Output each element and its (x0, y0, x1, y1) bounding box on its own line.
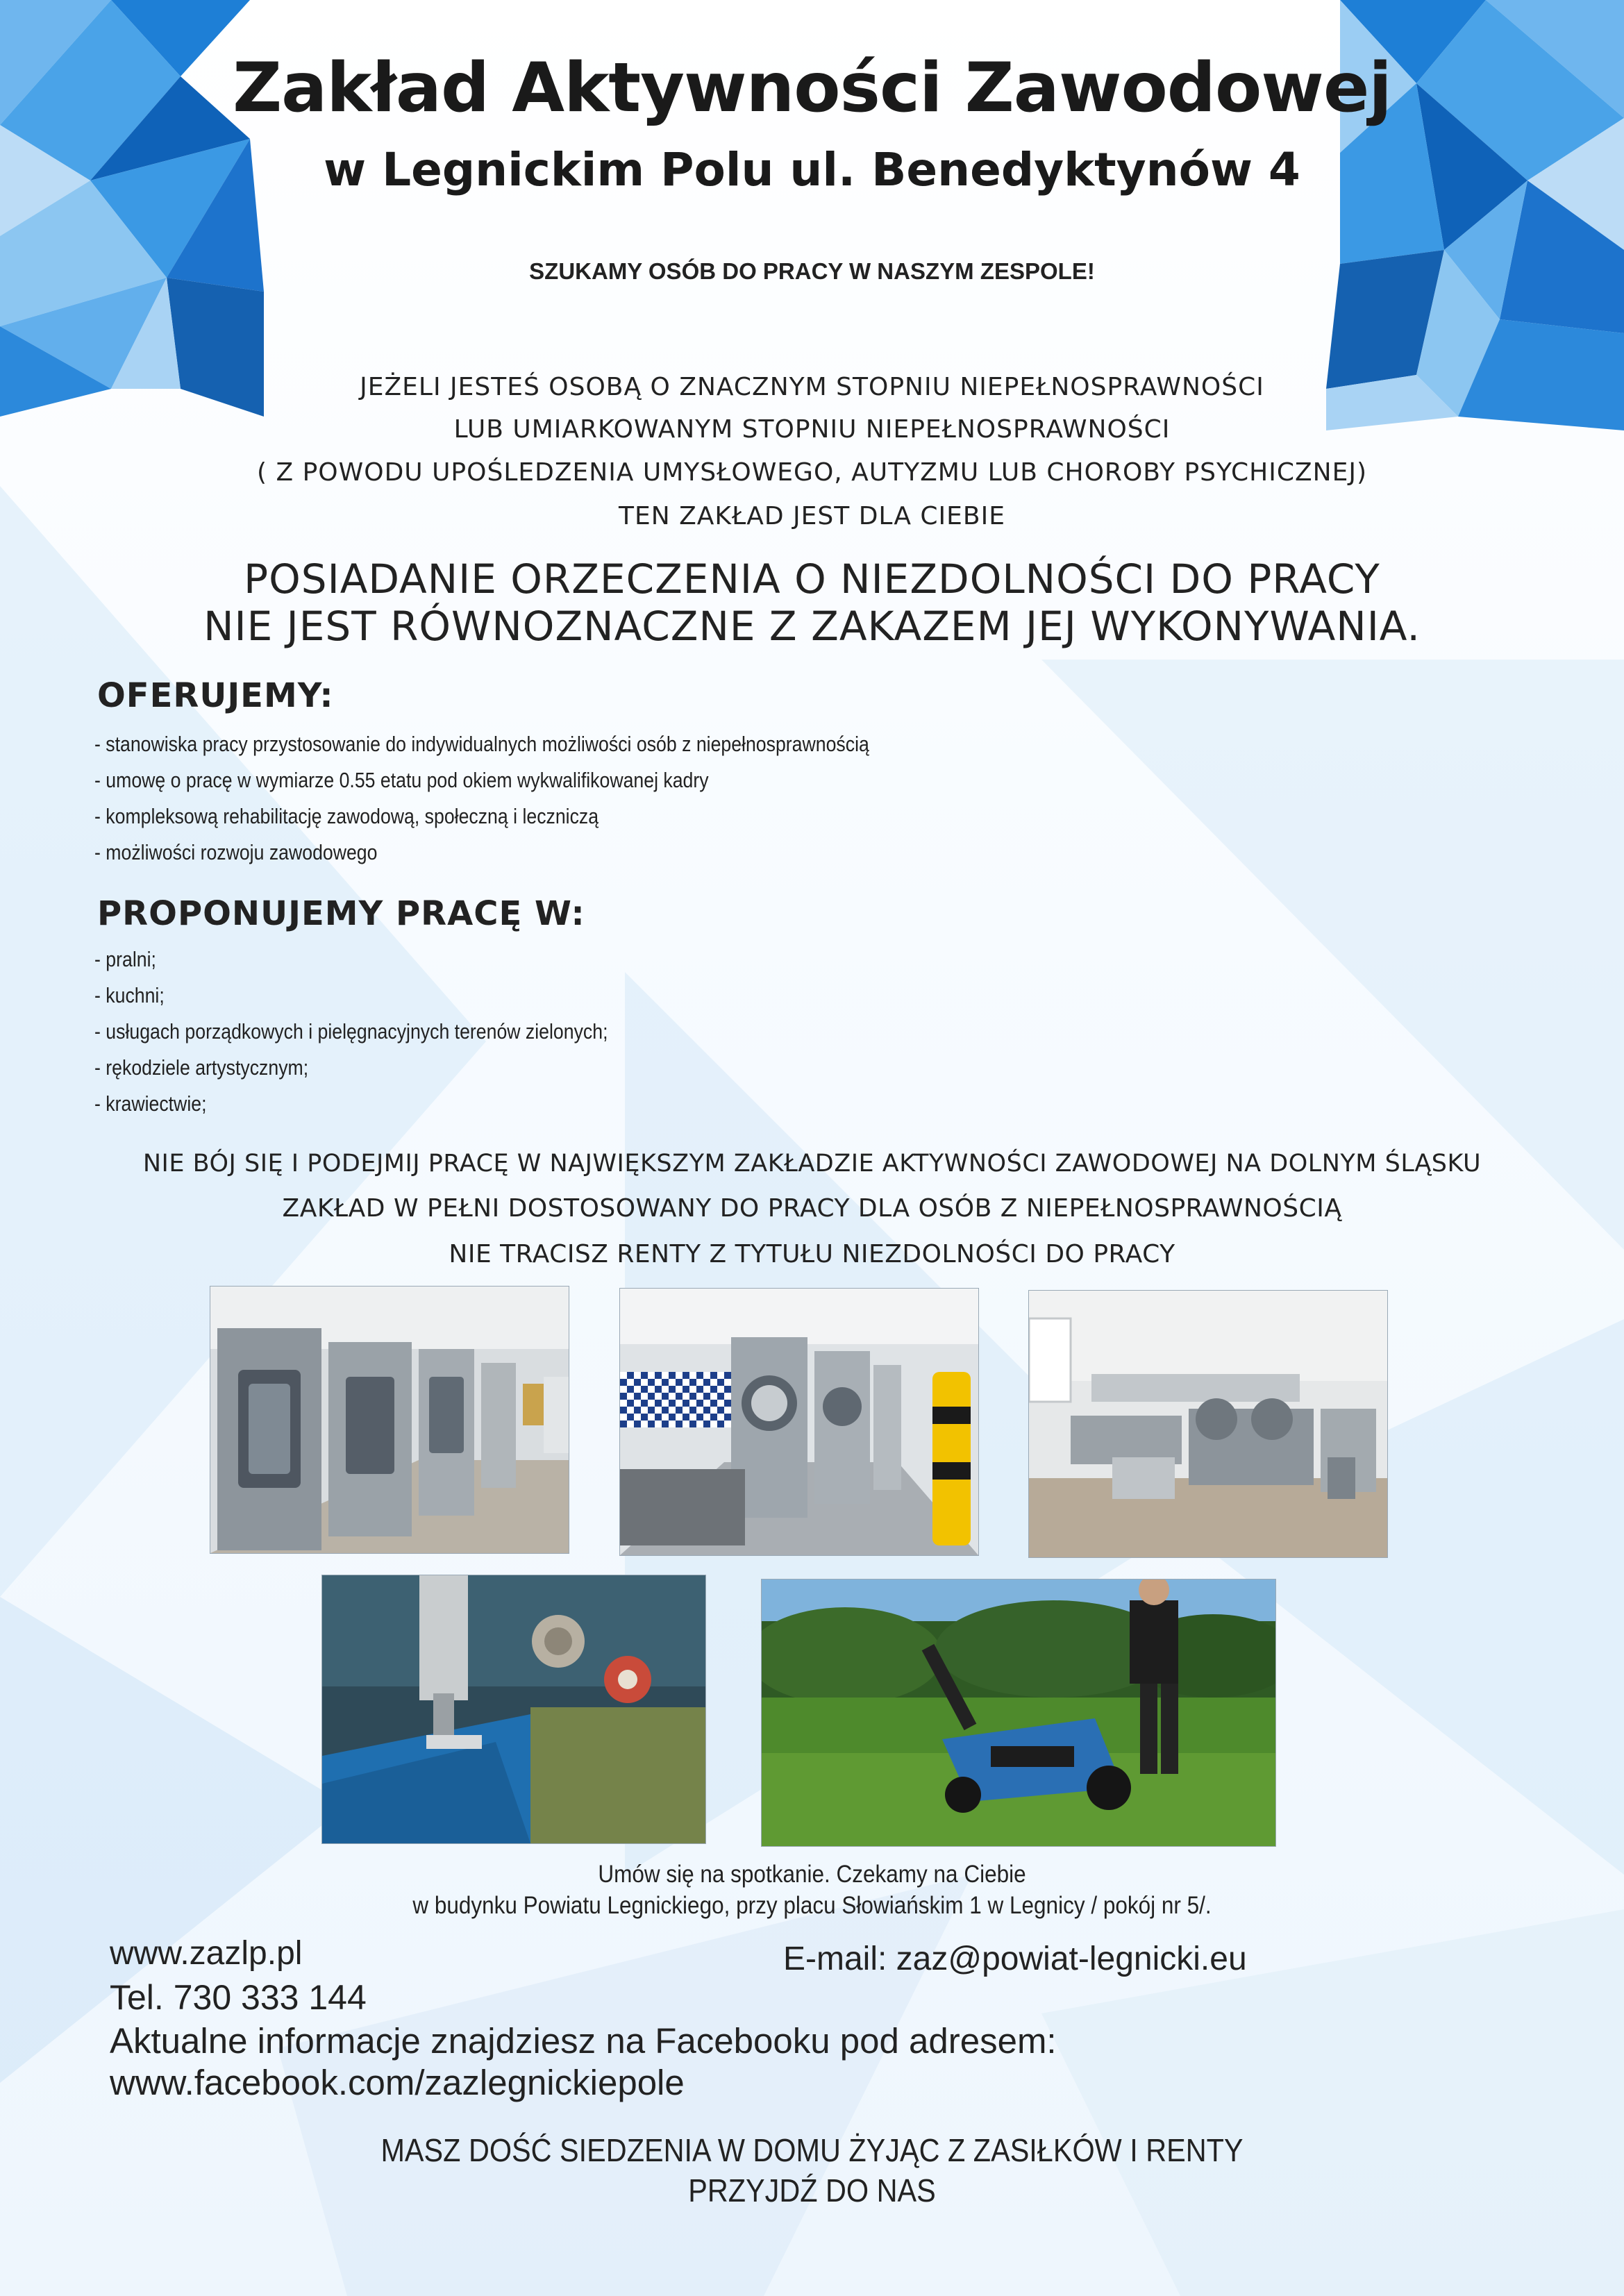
list-item: - stanowiska pracy przystosowanie do indywidualnych możliwości osób z niepełnosprawnością (94, 732, 869, 756)
list-item: - rękodziele artystycznym; (94, 1055, 309, 1080)
statement-line-2: NIE JEST RÓWNOZNACZNE Z ZAKAZEM JEJ WYKONYWANIA. (203, 603, 1421, 650)
list-item: - możliwości rozwoju zawodowego (94, 840, 378, 864)
laundry-photo-1 (210, 1286, 569, 1554)
meeting-line-2: w budynku Powiatu Legnickiego, przy placu Słowiańskim 1 w Legnicy / pokój nr 5/. (412, 1892, 1212, 1919)
intro-line-2: LUB UMIARKOWANYM STOPNIU NIEPEŁNOSPRAWNOŚCI (453, 415, 1171, 444)
statement-line-1: POSIADANIE ORZECZENIA O NIEZDOLNOŚCI DO PRACY (244, 555, 1380, 603)
closing-line-2: PRZYJDŹ DO NAS (688, 2172, 936, 2209)
offer-list (94, 726, 869, 871)
page-title: Zakład Aktywności Zawodowej (233, 49, 1391, 128)
facebook-info: Aktualne informacje znajdziesz na Facebooku pod adresem: (110, 2021, 1057, 2061)
facebook-link[interactable]: www.facebook.com/zazlegnickiepole (110, 2063, 685, 2102)
list-item: - kuchni; (94, 983, 165, 1007)
list-item: - kompleksową rehabilitację zawodową, społeczną i leczniczą (94, 804, 599, 828)
work-heading: PROPONUJEMY PRACĘ W: (97, 894, 585, 933)
list-item: - pralni; (94, 947, 156, 971)
encouragement-line-3: NIE TRACISZ RENTY Z TYTUŁU NIEZDOLNOŚCI DO PRACY (449, 1240, 1175, 1268)
laundry-photo-2 (619, 1288, 979, 1556)
offer-heading: OFERUJEMY: (97, 676, 334, 715)
email-link[interactable]: E-mail: zaz@powiat-legnicki.eu (783, 1941, 1247, 1977)
page-subtitle: w Legnickim Polu ul. Benedyktynów 4 (324, 143, 1300, 196)
encouragement-line-2: ZAKŁAD W PEŁNI DOSTOSOWANY DO PRACY DLA OSÓB Z NIEPEŁNOSPRAWNOŚCIĄ (282, 1194, 1342, 1223)
tagline: SZUKAMY OSÓB DO PRACY W NASZYM ZESPOLE! (529, 258, 1095, 284)
encouragement-line-1: NIE BÓJ SIĘ I PODEJMIJ PRACĘ W NAJWIĘKSZYM ZAKŁADZIE AKTYWNOŚCI ZAWODOWEJ NA DOLNYM ŚLĄSKU (142, 1150, 1482, 1178)
intro-line-4: TEN ZAKŁAD JEST DLA CIEBIE (619, 502, 1005, 530)
kitchen-photo (1028, 1290, 1388, 1558)
lawn-mowing-photo (761, 1579, 1276, 1847)
list-item: - krawiectwie; (94, 1091, 207, 1116)
meeting-line-1: Umów się na spotkanie. Czekamy na Ciebie (598, 1861, 1026, 1888)
sewing-photo (321, 1575, 706, 1844)
intro-line-1: JEŻELI JESTEŚ OSOBĄ O ZNACZNYM STOPNIU NIEPEŁNOSPRAWNOŚCI (360, 373, 1264, 401)
list-item: - usługach porządkowych i pielęgnacyjnych terenów zielonych; (94, 1019, 608, 1044)
phone-number[interactable]: Tel. 730 333 144 (110, 1978, 367, 2017)
work-list (94, 941, 608, 1122)
intro-line-3: ( Z POWODU UPOŚLEDZENIA UMYSŁOWEGO, AUTYZMU LUB CHOROBY PSYCHICZNEJ) (257, 458, 1367, 487)
closing-line-1: MASZ DOŚĆ SIEDZENIA W DOMU ŻYJĄC Z ZASIŁKÓW I RENTY (380, 2132, 1244, 2168)
website-link[interactable]: www.zazlp.pl (110, 1935, 303, 1972)
list-item: - umowę o pracę w wymiarze 0.55 etatu pod okiem wykwalifikowanej kadry (94, 768, 709, 792)
